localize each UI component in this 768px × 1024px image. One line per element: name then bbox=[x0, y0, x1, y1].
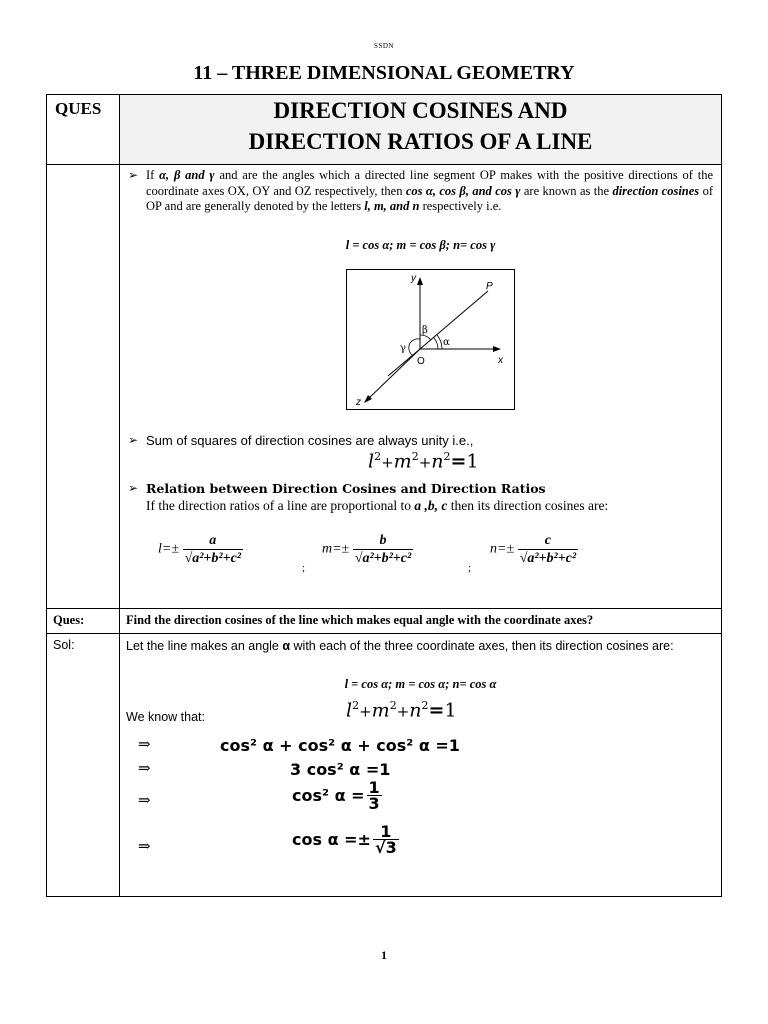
n-numerator: c bbox=[544, 533, 551, 548]
l-formula: l=± $\frac{a}{\text{√a²+b²+c²}}$ bbox=[158, 533, 241, 566]
question-label-cell bbox=[47, 609, 120, 634]
question-label: Ques: bbox=[53, 613, 85, 627]
solution-cell bbox=[120, 634, 722, 897]
relation-heading: Relation between Direction Cosines and Direction Ratios bbox=[146, 481, 546, 496]
step-1: cos² α + cos² α + cos² α =1 bbox=[220, 736, 460, 755]
label-x: x bbox=[498, 355, 503, 366]
label-z: z bbox=[356, 397, 361, 408]
doc-code: SSDN bbox=[374, 42, 394, 50]
direction-cosines-formula: l = cos α; m = cos β; n= cos γ bbox=[345, 238, 496, 252]
sum-squares-text: Sum of squares of direction cosines are always unity i.e., bbox=[146, 433, 474, 448]
page-number: 1 bbox=[381, 948, 387, 962]
chapter-title: 11 – THREE DIMENSIONAL GEOMETRY bbox=[193, 62, 575, 84]
section-title-line1: DIRECTION COSINES AND bbox=[273, 98, 568, 123]
section-title bbox=[120, 95, 722, 165]
solution-formula: l = cos α; m = cos α; n= cos α bbox=[344, 677, 497, 691]
solution-sum-formula: $l^2+m^2+n^2=1$ bbox=[346, 699, 457, 722]
n-formula: n=± $\frac{c}{\text{√a²+b²+c²}}$ bbox=[490, 533, 577, 566]
m-formula: m=± $\frac{b}{\text{√a²+b²+c²}}$ bbox=[322, 533, 412, 566]
bullet-marker: ➢ bbox=[128, 168, 139, 182]
intro-paragraph: If α, β and γ and are the angles which a directed line segment OP makes with the positive directions of the coordinate axes OX, OY and OZ respectively, then cos α, cos β, and cos γ are known as the direction cosines of OP and are generally denoted by the letters l, m, and n respectively i.e. bbox=[146, 168, 713, 213]
question-cell bbox=[120, 609, 722, 634]
separator: ; bbox=[302, 562, 306, 574]
l-numerator: a bbox=[209, 533, 217, 548]
theory-cell bbox=[120, 165, 722, 609]
sum-squares-formula: $l^2+m^2+n^2=1$ bbox=[368, 450, 479, 473]
step-2: 3 cos² α =1 bbox=[290, 760, 391, 779]
relation-text: If the direction ratios of a line are proportional to a ,b, c then its direction cosines are: bbox=[146, 498, 609, 513]
bullet-marker: ➢ bbox=[128, 433, 139, 447]
we-know-text: We know that: bbox=[126, 710, 205, 724]
solution-label-cell bbox=[47, 634, 120, 897]
l-denominator: √a²+b²+c² bbox=[184, 551, 241, 566]
implies-icon: ⇒ bbox=[138, 737, 151, 753]
ques-label: QUES bbox=[55, 99, 102, 118]
axes-diagram bbox=[346, 269, 516, 411]
question-text: Find the direction cosines of the line which makes equal angle with the coordinate axes? bbox=[126, 613, 594, 627]
solution-intro: Let the line makes an angle α with each of the three coordinate axes, then its direction cosines are: bbox=[126, 639, 674, 653]
label-alpha: α bbox=[443, 337, 450, 348]
m-numerator: b bbox=[379, 533, 387, 548]
implies-icon: ⇒ bbox=[138, 839, 151, 855]
label-y: y bbox=[411, 273, 416, 284]
step-4: cos α =± $\frac{1}{√3}$ bbox=[292, 822, 397, 857]
ques-cell bbox=[47, 95, 120, 165]
solution-label: Sol: bbox=[53, 638, 75, 652]
label-beta: β bbox=[422, 325, 428, 336]
implies-icon: ⇒ bbox=[138, 761, 151, 777]
implies-icon: ⇒ bbox=[138, 793, 151, 809]
content-table bbox=[46, 94, 722, 897]
label-o: O bbox=[417, 356, 425, 367]
separator: ; bbox=[468, 562, 472, 574]
bullet-marker: ➢ bbox=[128, 481, 139, 495]
m-denominator: √a²+b²+c² bbox=[354, 551, 412, 566]
step-3: cos² α = $\frac{1}{3}$ bbox=[292, 778, 380, 813]
label-p: P bbox=[486, 281, 493, 292]
label-gamma: γ bbox=[400, 343, 406, 354]
section-title-line2: DIRECTION RATIOS OF A LINE bbox=[248, 129, 593, 154]
n-denominator: √a²+b²+c² bbox=[519, 551, 577, 566]
empty-cell bbox=[47, 165, 120, 609]
